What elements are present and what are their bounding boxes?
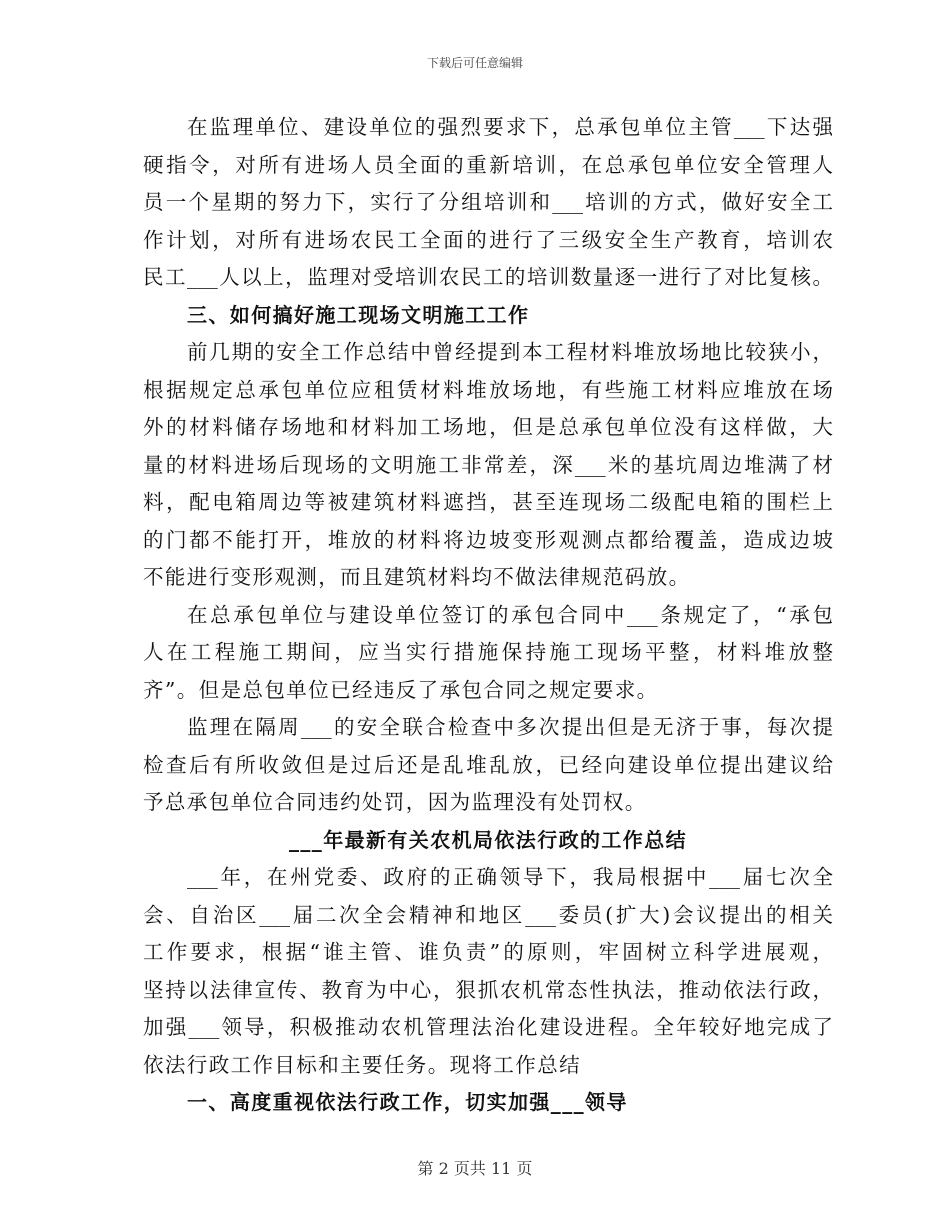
- body-text: [143, 109, 833, 1122]
- paragraph-line: 料，配电箱周边等被建筑材料遮挡，甚至连现场二级配电箱的围栏上: [143, 490, 833, 514]
- paragraph-line: 员一个星期的努力下，实行了分组培训和___培训的方式，做好安全工: [143, 190, 833, 214]
- page-footer: 第 2 页共 11 页: [417, 1159, 533, 1178]
- paragraph-line: 民工___人以上，监理对受培训农民工的培训数量逐一进行了对比复核。: [143, 265, 833, 289]
- paragraph-line: 予总承包单位合同违约处罚，因为监理没有处罚权。: [143, 790, 647, 814]
- paragraph-line: 检查后有所收敛但是过后还是乱堆乱放，已经向建设单位提出建议给: [143, 752, 833, 777]
- section-heading: 一、高度重视依法行政工作，切实加强___领导: [187, 1090, 628, 1114]
- paragraph-line: 监理在隔周___的安全联合检查中多次提出但是无济于事，每次提: [187, 715, 833, 739]
- paragraph-line: 量的材料进场后现场的文明施工非常差，深___米的基坑周边堆满了材: [143, 452, 833, 477]
- paragraph-line: 在监理单位、建设单位的强烈要求下，总承包单位主管___下达强: [187, 115, 833, 139]
- paragraph-line: 依法行政工作目标和主要任务。现将工作总结: [143, 1052, 581, 1077]
- paragraph-line: 工作要求，根据“谁主管、谁负责”的原则，牢固树立科学进展观，: [143, 940, 833, 964]
- paragraph-line: 坚持以法律宣传、教育为中心，狠抓农机常态性执法，推动依法行政，: [143, 977, 833, 1002]
- section-heading: 三、如何搞好施工现场文明施工工作: [187, 302, 530, 327]
- paragraph-line: 根据规定总承包单位应租赁材料堆放场地，有些施工材料应堆放在场: [143, 377, 833, 402]
- paragraph-line: 的门都不能打开，堆放的材料将边坡变形观测点都给覆盖，造成边坡: [143, 527, 833, 552]
- paragraph-line: 前几期的安全工作总结中曾经提到本工程材料堆放场地比较狭小，: [187, 340, 833, 364]
- document-title: ___年最新有关农机局依法行政的工作总结: [289, 827, 687, 852]
- paragraph-line: 作计划，对所有进场农民工全面的进行了三级安全生产教育，培训农: [143, 227, 833, 252]
- paragraph-line: 加强___领导，积极推动农机管理法治化建设进程。全年较好地完成了: [143, 1015, 833, 1039]
- paragraph-line: 人在工程施工期间，应当实行措施保持施工现场平整，材料堆放整: [143, 640, 833, 664]
- paragraph-line: 会、自治区___届二次全会精神和地区___委员(扩大)会议提出的相关: [143, 902, 833, 927]
- page-header: 下载后可任意编辑: [426, 56, 523, 70]
- paragraph-line: 外的材料储存场地和材料加工场地，但是总承包单位没有这样做，大: [143, 415, 833, 439]
- paragraph-line: ___年，在州党委、政府的正确领导下，我局根据中___届七次全: [187, 865, 833, 889]
- paragraph-line: 硬指令，对所有进场人员全面的重新培训，在总承包单位安全管理人: [143, 152, 833, 177]
- paragraph-line: 在总承包单位与建设单位签订的承包合同中___条规定了，“承包: [187, 602, 833, 627]
- paragraph-line: 不能进行变形观测，而且建筑材料均不做法律规范码放。: [143, 565, 691, 589]
- paragraph-line: 齐”。但是总包单位已经违反了承包合同之规定要求。: [143, 677, 659, 702]
